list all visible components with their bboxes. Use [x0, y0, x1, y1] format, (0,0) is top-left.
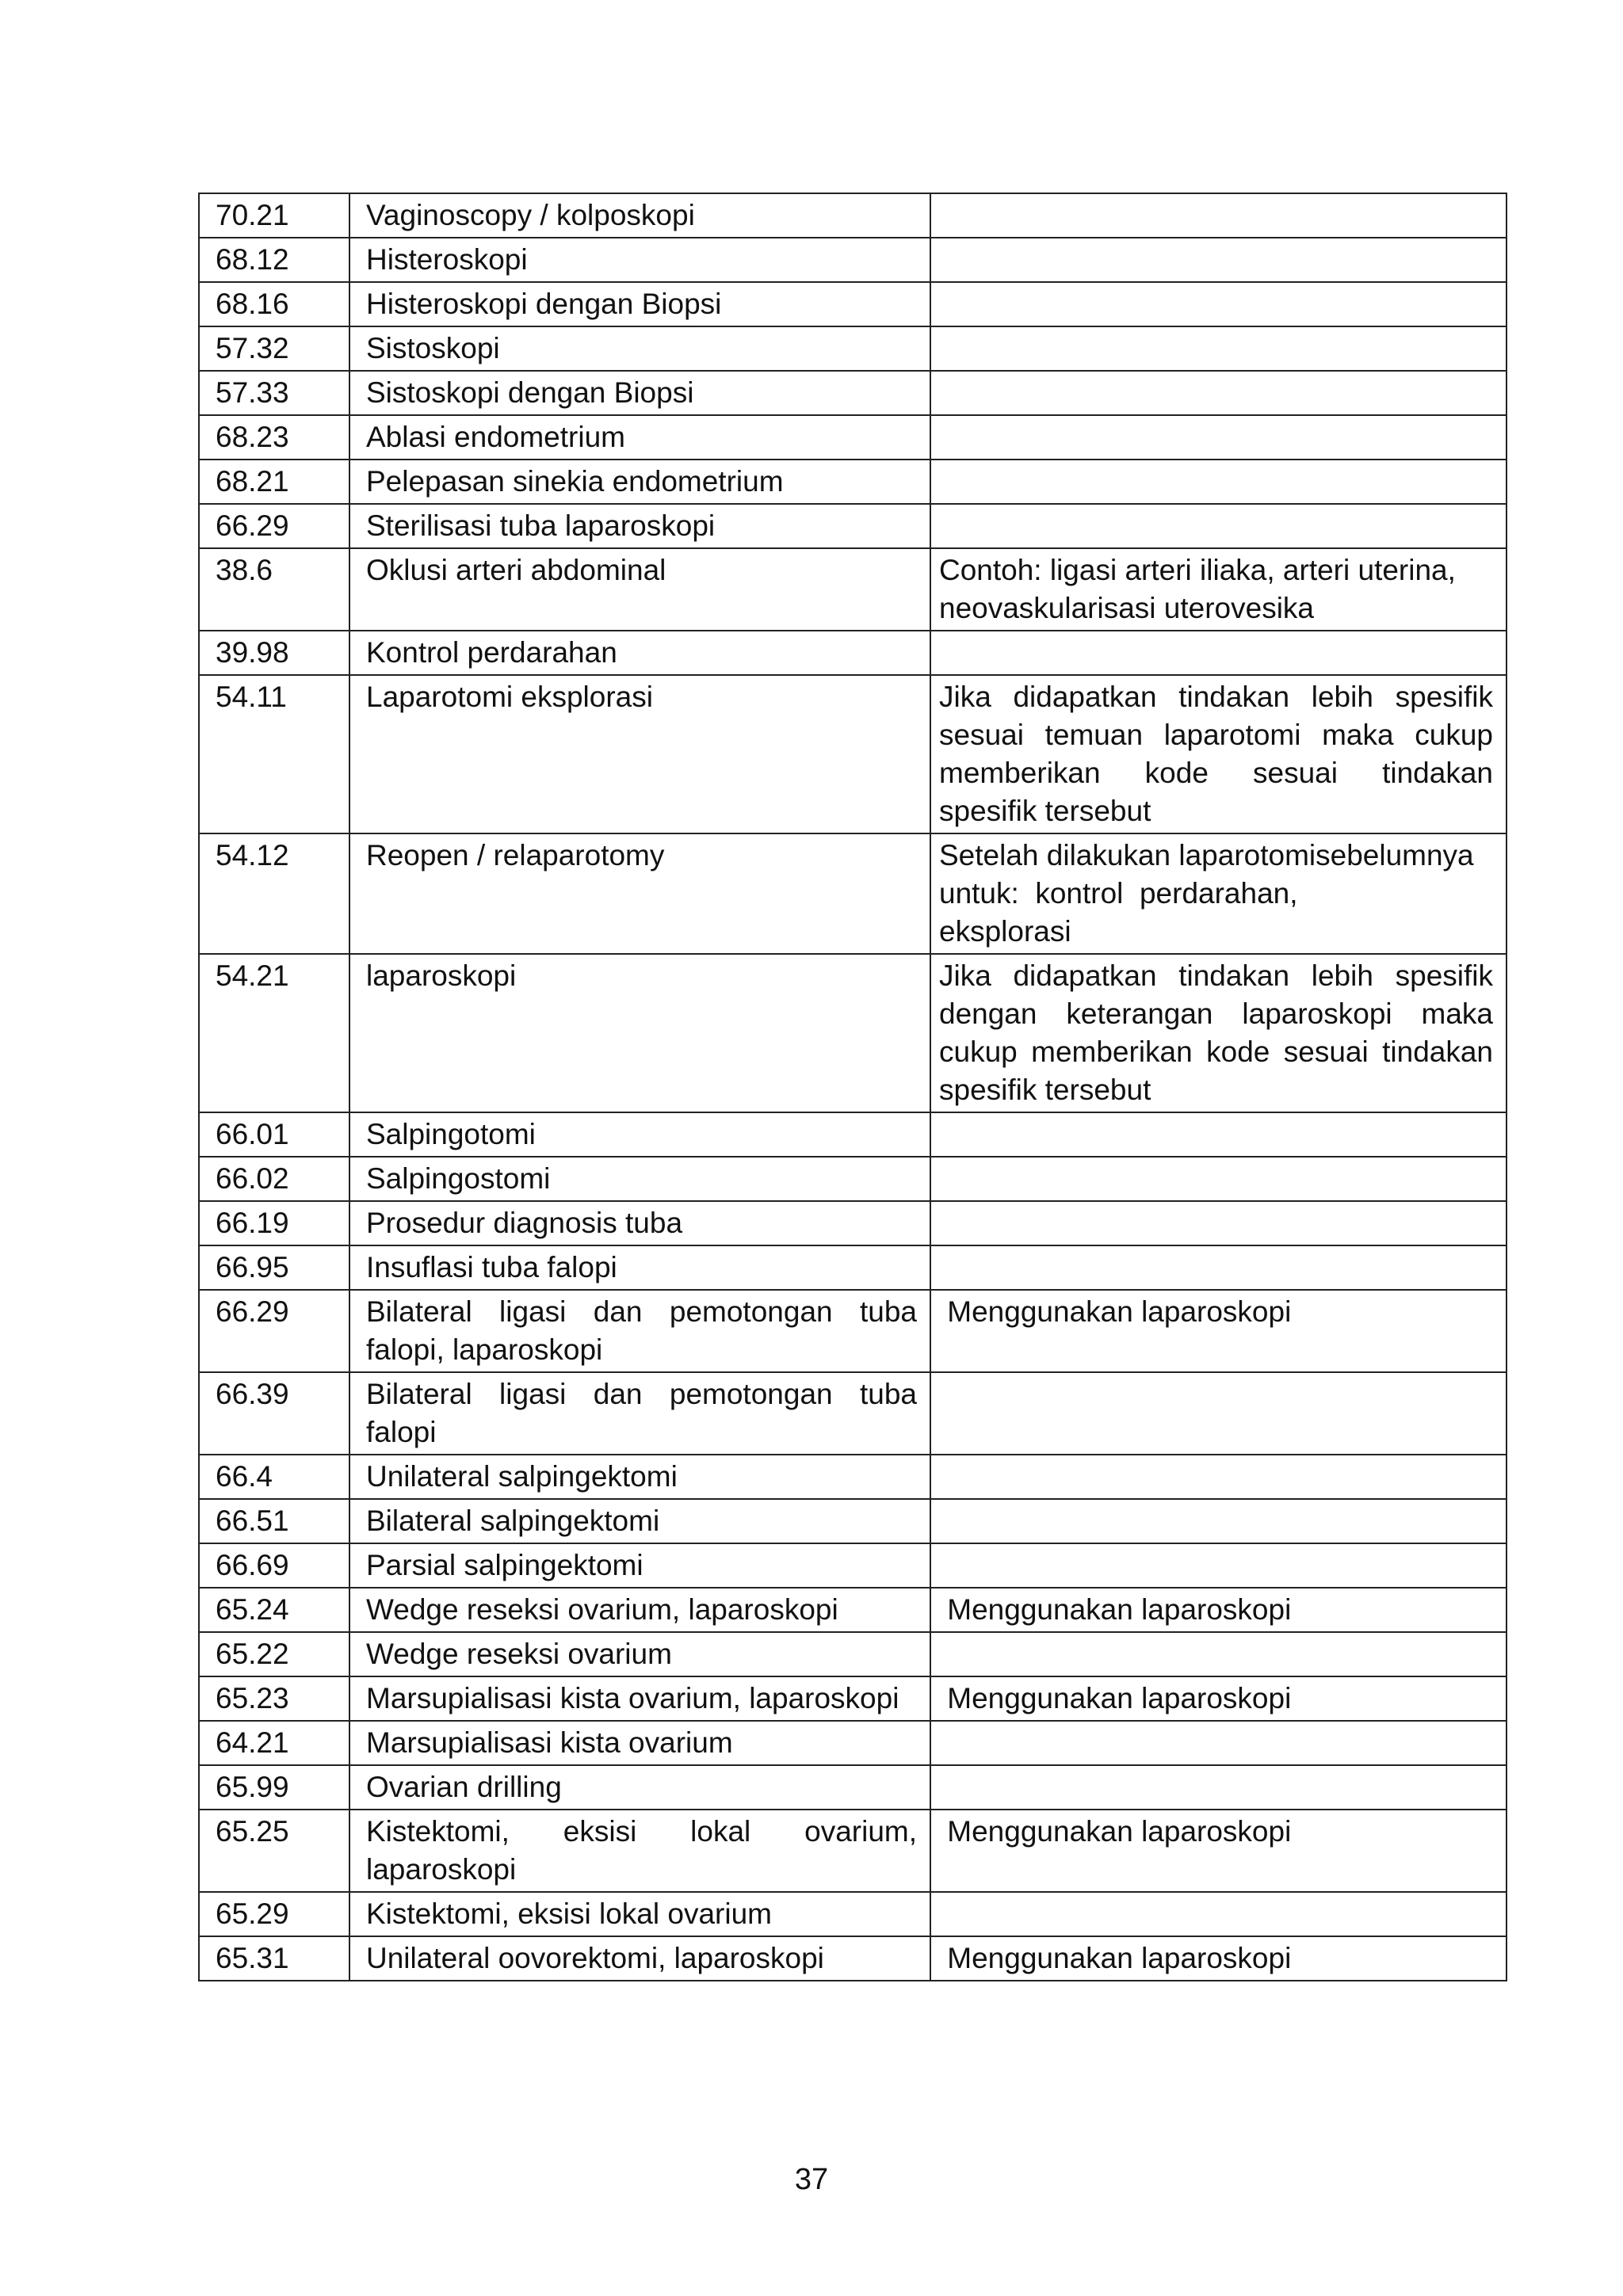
note-line: memberikan kode sesuai tindakan	[939, 757, 1493, 789]
procedure-code: 70.21	[199, 193, 349, 238]
procedure-line: laparoskopi	[366, 1853, 517, 1886]
table-row	[199, 1543, 1507, 1588]
procedure-name	[349, 631, 930, 675]
procedure-code: 57.33	[199, 371, 349, 415]
procedure-note	[930, 1499, 1507, 1543]
procedure-line: Sterilisasi tuba laparoskopi	[366, 509, 716, 542]
procedure-code: 39.98	[199, 631, 349, 675]
procedure-line: Vaginoscopy / kolposkopi	[366, 199, 695, 231]
procedure-line: Unilateral salpingektomi	[366, 1460, 678, 1493]
procedure-name	[349, 1372, 930, 1455]
note-line: Menggunakan laparoskopi	[939, 1295, 1292, 1328]
table-body	[199, 193, 1507, 1981]
procedure-line: Bilateral ligasi dan pemotongan tuba	[366, 1295, 917, 1328]
procedure-name	[349, 1721, 930, 1765]
procedure-name	[349, 1157, 930, 1201]
procedure-note	[930, 1201, 1507, 1245]
procedure-line: Bilateral salpingektomi	[366, 1505, 660, 1537]
procedure-code: 68.16	[199, 282, 349, 326]
table-row	[199, 504, 1507, 548]
procedure-code: 64.21	[199, 1721, 349, 1765]
note-line: cukup memberikan kode sesuai tindakan	[939, 1035, 1493, 1068]
procedure-name	[349, 282, 930, 326]
procedure-note	[930, 1632, 1507, 1676]
procedure-name	[349, 1499, 930, 1543]
procedure-line: Prosedur diagnosis tuba	[366, 1207, 683, 1239]
procedure-code: 66.4	[199, 1455, 349, 1499]
procedure-code: 66.69	[199, 1543, 349, 1588]
procedure-line: falopi	[366, 1416, 437, 1448]
procedure-code: 66.39	[199, 1372, 349, 1455]
table-row	[199, 631, 1507, 675]
table-row	[199, 1499, 1507, 1543]
procedure-line: Sistoskopi	[366, 332, 500, 364]
procedure-note	[930, 1810, 1507, 1892]
procedure-code: 65.25	[199, 1810, 349, 1892]
procedure-name	[349, 954, 930, 1112]
procedure-code: 66.29	[199, 1290, 349, 1372]
procedure-line: Pelepasan sinekia endometrium	[366, 465, 784, 498]
procedure-name	[349, 1892, 930, 1936]
table-row	[199, 1290, 1507, 1372]
procedure-code: 68.12	[199, 238, 349, 282]
table-row	[199, 415, 1507, 460]
procedure-note	[930, 548, 1507, 631]
table-row	[199, 193, 1507, 238]
procedure-note	[930, 1765, 1507, 1810]
procedure-code: 66.19	[199, 1201, 349, 1245]
procedure-line: Oklusi arteri abdominal	[366, 554, 666, 586]
procedure-name	[349, 193, 930, 238]
procedure-note	[930, 193, 1507, 238]
procedure-code: 65.31	[199, 1936, 349, 1981]
procedure-code: 68.21	[199, 460, 349, 504]
procedure-note	[930, 1245, 1507, 1290]
procedure-line: Wedge reseksi ovarium, laparoskopi	[366, 1593, 838, 1626]
table-row	[199, 1245, 1507, 1290]
note-line: spesifik tersebut	[939, 795, 1151, 827]
procedure-line: Parsial salpingektomi	[366, 1549, 643, 1581]
procedure-code: 66.51	[199, 1499, 349, 1543]
procedure-note	[930, 1290, 1507, 1372]
procedure-note	[930, 1676, 1507, 1721]
table-row	[199, 371, 1507, 415]
table-row	[199, 326, 1507, 371]
procedure-code: 65.24	[199, 1588, 349, 1632]
procedure-name	[349, 675, 930, 833]
procedure-name	[349, 1676, 930, 1721]
procedure-code: 54.12	[199, 833, 349, 954]
procedure-note	[930, 460, 1507, 504]
table-row	[199, 1765, 1507, 1810]
procedure-name	[349, 1245, 930, 1290]
procedure-note	[930, 1543, 1507, 1588]
note-line: untuk: kontrol perdarahan,	[939, 877, 1298, 910]
note-line: Jika didapatkan tindakan lebih spesifik	[939, 681, 1493, 713]
procedure-code: 66.02	[199, 1157, 349, 1201]
table-row	[199, 675, 1507, 833]
procedure-code: 57.32	[199, 326, 349, 371]
procedure-note	[930, 833, 1507, 954]
procedure-note	[930, 675, 1507, 833]
table-row	[199, 954, 1507, 1112]
procedure-name	[349, 1936, 930, 1981]
procedure-code-table	[198, 193, 1507, 1981]
procedure-line: Reopen / relaparotomy	[366, 839, 665, 871]
table-row	[199, 548, 1507, 631]
table-row	[199, 1455, 1507, 1499]
procedure-name	[349, 1455, 930, 1499]
procedure-note	[930, 1157, 1507, 1201]
table-row	[199, 1372, 1507, 1455]
procedure-note	[930, 326, 1507, 371]
procedure-note	[930, 504, 1507, 548]
table-row	[199, 1892, 1507, 1936]
procedure-name	[349, 1632, 930, 1676]
procedure-code: 66.95	[199, 1245, 349, 1290]
procedure-name	[349, 460, 930, 504]
procedure-name	[349, 1543, 930, 1588]
procedure-line: Histeroskopi dengan Biopsi	[366, 288, 722, 320]
table-row	[199, 1201, 1507, 1245]
table-row	[199, 833, 1507, 954]
procedure-name	[349, 1201, 930, 1245]
procedure-note	[930, 1112, 1507, 1157]
procedure-line: Salpingostomi	[366, 1162, 551, 1195]
procedure-line: Kontrol perdarahan	[366, 636, 617, 669]
procedure-note	[930, 1588, 1507, 1632]
table-row	[199, 460, 1507, 504]
note-line: eksplorasi	[939, 915, 1071, 948]
procedure-name	[349, 504, 930, 548]
note-line: neovaskularisasi uterovesika	[939, 592, 1315, 624]
procedure-line: Wedge reseksi ovarium	[366, 1638, 672, 1670]
note-line: Jika didapatkan tindakan lebih spesifik	[939, 959, 1493, 992]
procedure-note	[930, 1892, 1507, 1936]
procedure-note	[930, 238, 1507, 282]
table-row	[199, 1676, 1507, 1721]
procedure-line: Kistektomi, eksisi lokal ovarium	[366, 1897, 772, 1930]
procedure-code: 68.23	[199, 415, 349, 460]
procedure-note	[930, 1372, 1507, 1455]
table-row	[199, 1721, 1507, 1765]
procedure-line: Ablasi endometrium	[366, 421, 625, 453]
procedure-line: Salpingotomi	[366, 1118, 536, 1150]
table-row	[199, 238, 1507, 282]
procedure-line: Marsupialisasi kista ovarium	[366, 1726, 733, 1759]
page-number: 37	[794, 2163, 829, 2196]
procedure-code: 66.01	[199, 1112, 349, 1157]
procedure-note	[930, 371, 1507, 415]
procedure-line: Sistoskopi dengan Biopsi	[366, 376, 694, 409]
note-line: Contoh: ligasi arteri iliaka, arteri uterina,	[939, 554, 1456, 586]
procedure-line: Insuflasi tuba falopi	[366, 1251, 617, 1283]
procedure-code: 65.22	[199, 1632, 349, 1676]
procedure-line: Marsupialisasi kista ovarium, laparoskopi	[366, 1682, 899, 1714]
note-line: Menggunakan laparoskopi	[939, 1942, 1292, 1974]
procedure-name	[349, 548, 930, 631]
procedure-code: 66.29	[199, 504, 349, 548]
procedure-note	[930, 282, 1507, 326]
procedure-name	[349, 1588, 930, 1632]
procedure-name	[349, 415, 930, 460]
note-line: spesifik tersebut	[939, 1074, 1151, 1106]
procedure-note	[930, 415, 1507, 460]
procedure-name	[349, 833, 930, 954]
procedure-line: Bilateral ligasi dan pemotongan tuba	[366, 1378, 917, 1410]
procedure-name	[349, 1290, 930, 1372]
note-line: Menggunakan laparoskopi	[939, 1682, 1292, 1714]
table-row	[199, 1157, 1507, 1201]
procedure-line: laparoskopi	[366, 959, 517, 992]
procedure-line: Ovarian drilling	[366, 1771, 562, 1803]
procedure-note	[930, 954, 1507, 1112]
note-line: Setelah dilakukan laparotomisebelumnya	[939, 839, 1474, 871]
note-line: Menggunakan laparoskopi	[939, 1815, 1292, 1848]
procedure-code: 65.99	[199, 1765, 349, 1810]
procedure-note	[930, 1721, 1507, 1765]
procedure-name	[349, 1810, 930, 1892]
procedure-code: 54.11	[199, 675, 349, 833]
procedure-name	[349, 238, 930, 282]
procedure-name	[349, 326, 930, 371]
procedure-code: 65.29	[199, 1892, 349, 1936]
procedure-note	[930, 1936, 1507, 1981]
procedure-line: Histeroskopi	[366, 243, 528, 276]
procedure-line: falopi, laparoskopi	[366, 1333, 603, 1366]
note-line: Menggunakan laparoskopi	[939, 1593, 1292, 1626]
table-row	[199, 1632, 1507, 1676]
procedure-line: Laparotomi eksplorasi	[366, 681, 653, 713]
procedure-code: 54.21	[199, 954, 349, 1112]
table-row	[199, 1936, 1507, 1981]
table-row	[199, 1112, 1507, 1157]
table-row	[199, 1810, 1507, 1892]
table-row	[199, 282, 1507, 326]
procedure-name	[349, 1765, 930, 1810]
procedure-code: 38.6	[199, 548, 349, 631]
note-line: dengan keterangan laparoskopi maka	[939, 997, 1493, 1030]
procedure-name	[349, 371, 930, 415]
procedure-note	[930, 631, 1507, 675]
procedure-code: 65.23	[199, 1676, 349, 1721]
procedure-name	[349, 1112, 930, 1157]
note-line: sesuai temuan laparotomi maka cukup	[939, 719, 1493, 751]
procedure-note	[930, 1455, 1507, 1499]
procedure-line: Kistektomi, eksisi lokal ovarium,	[366, 1815, 917, 1848]
procedure-line: Unilateral oovorektomi, laparoskopi	[366, 1942, 824, 1974]
table-row	[199, 1588, 1507, 1632]
